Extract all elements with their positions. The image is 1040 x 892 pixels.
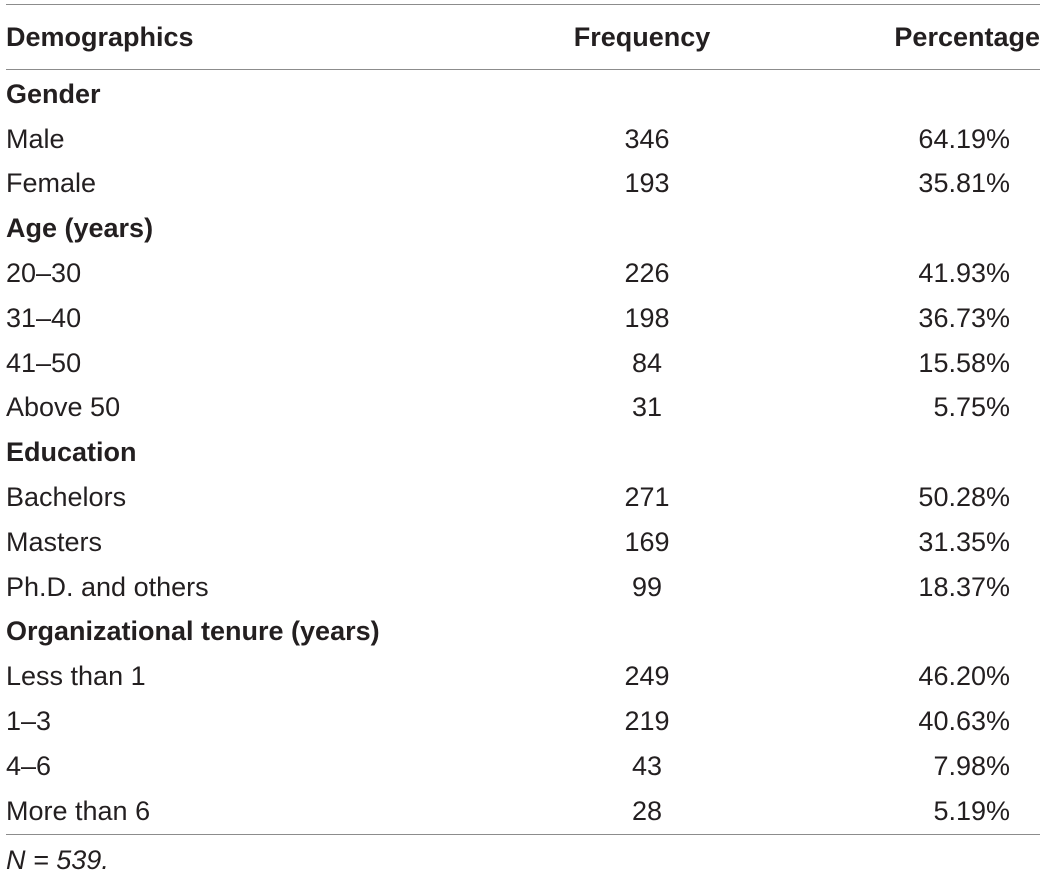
table-row (6, 654, 1040, 699)
row-label: 1–3 (6, 706, 52, 737)
row-percentage: 40.63% (918, 706, 1010, 737)
row-frequency: 43 (631, 750, 663, 781)
row-label: Bachelors (6, 482, 127, 513)
row-percentage: 7.98% (933, 750, 1010, 781)
row-percentage: 5.75% (933, 392, 1010, 423)
row-percentage: 5.19% (933, 795, 1010, 826)
row-frequency: 31 (631, 392, 663, 423)
row-frequency: 28 (631, 795, 663, 826)
row-label: Female (6, 168, 97, 199)
row-label: Less than 1 (6, 661, 146, 692)
row-label: Masters (6, 526, 103, 557)
row-frequency: 226 (624, 258, 670, 289)
table-row (6, 520, 1040, 565)
row-label: Male (6, 123, 65, 154)
table-row (6, 565, 1040, 610)
row-percentage: 15.58% (918, 347, 1010, 378)
table-row (6, 475, 1040, 520)
section-title: Gender (6, 78, 101, 109)
section-title: Organizational tenure (years) (6, 616, 380, 647)
row-percentage: 36.73% (918, 302, 1010, 333)
row-frequency: 84 (631, 347, 663, 378)
demographics-table (6, 0, 1040, 875)
row-label: 20–30 (6, 258, 82, 289)
row-frequency: 346 (624, 123, 670, 154)
row-percentage: 35.81% (918, 168, 1010, 199)
row-frequency: 249 (624, 661, 670, 692)
header-frequency: Frequency (573, 21, 711, 52)
table-row (6, 386, 1040, 431)
table-row (6, 341, 1040, 386)
section-header-row (6, 610, 1040, 655)
table-row (6, 744, 1040, 789)
row-percentage: 50.28% (918, 482, 1010, 513)
table-row (6, 296, 1040, 341)
row-frequency: 219 (624, 706, 670, 737)
row-frequency: 99 (631, 571, 663, 602)
table-row (6, 789, 1040, 834)
row-frequency: 169 (624, 526, 670, 557)
table-header-row (6, 5, 1040, 69)
table-row (6, 699, 1040, 744)
row-frequency: 198 (624, 302, 670, 333)
table-note: N = 539. (6, 844, 109, 875)
row-label: Ph.D. and others (6, 571, 209, 602)
header-demographics: Demographics (6, 21, 194, 52)
section-header-row (6, 430, 1040, 475)
row-percentage: 46.20% (918, 661, 1010, 692)
row-label: More than 6 (6, 795, 151, 826)
table-body (6, 72, 1040, 834)
section-title: Education (6, 437, 137, 468)
section-header-row (6, 206, 1040, 251)
row-percentage: 31.35% (918, 526, 1010, 557)
table-bottom-rule (6, 834, 1040, 835)
table-row (6, 162, 1040, 207)
section-header-row (6, 72, 1040, 117)
row-label: 31–40 (6, 302, 82, 333)
row-percentage: 64.19% (918, 123, 1010, 154)
table-row (6, 117, 1040, 162)
row-percentage: 41.93% (918, 258, 1010, 289)
row-label: 41–50 (6, 347, 82, 378)
row-percentage: 18.37% (918, 571, 1010, 602)
row-label: Above 50 (6, 392, 121, 423)
header-percentage: Percentage (894, 21, 1040, 52)
row-frequency: 271 (624, 482, 670, 513)
row-label: 4–6 (6, 750, 52, 781)
table-row (6, 251, 1040, 296)
row-frequency: 193 (624, 168, 670, 199)
section-title: Age (years) (6, 213, 154, 244)
